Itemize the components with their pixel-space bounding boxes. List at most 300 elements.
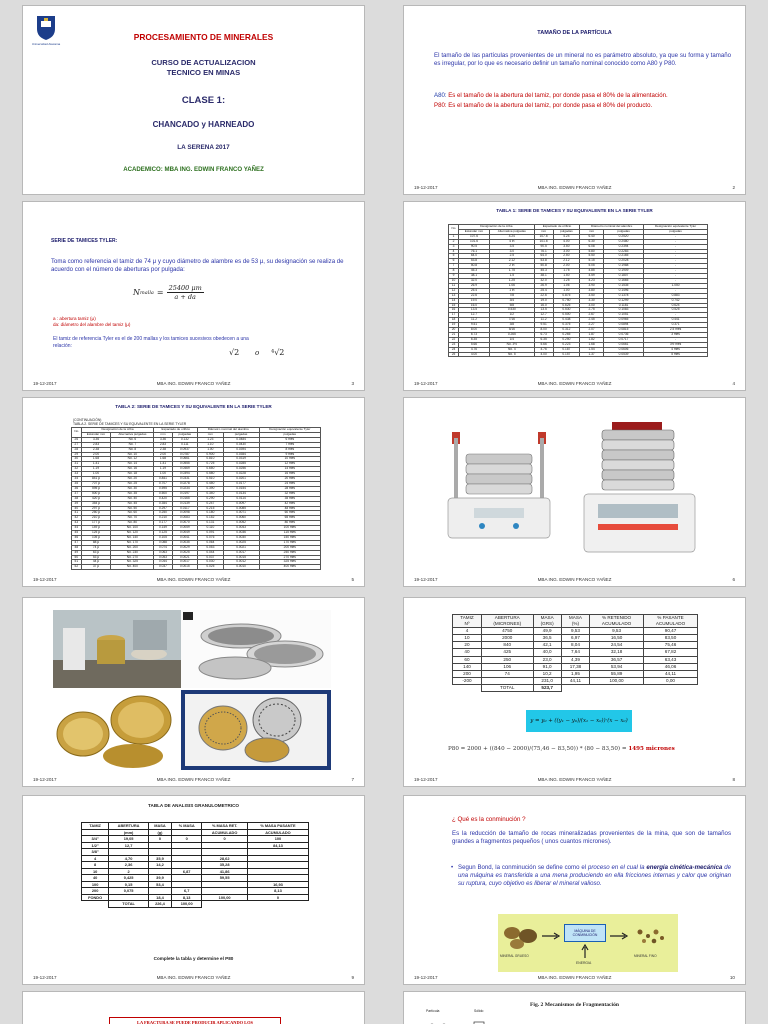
table-cell: 14,2 [148,862,171,869]
subheader: mm [534,229,553,234]
header-retenido: % RETENIDO ACUMULADO [590,615,644,628]
footer-page: 9 [351,975,354,980]
table-cell: 45.3 [534,269,553,274]
table-cell: 100 [82,881,109,888]
table-cell [481,677,533,684]
table-cell: 0.091 [198,531,223,536]
table-cell: 4 [82,855,109,862]
table-cell: 55,89 [590,670,644,677]
brass-sieves-photo [53,690,179,770]
lab-sieves-photo [53,610,181,688]
table-cell: 0,075 [109,888,149,895]
footer-page: 6 [732,577,735,582]
slide-2-title: TAMAÑO DE LA PARTÍCULA [537,30,612,36]
table-cell: 0.030 [198,560,223,565]
table-row [453,656,698,663]
table-cell: 13.5 [459,308,490,313]
table-cell: 105 μ [81,535,111,540]
table-cell: 42,1 [533,642,561,649]
slide-5-sieve-table-2 [22,397,365,587]
table-cell: 90.5 [459,244,490,249]
table-cell: 10,2 [533,670,561,677]
table-cell: 0.250 [154,511,172,516]
table-cell: 4.00 [534,352,553,357]
table-cell: No. 45 [111,501,154,506]
table-cell: 0.0041 [172,535,198,540]
p80-definition [434,102,731,110]
table-cell: 2.12 [553,259,580,264]
slide-2-body: El tamaño de las partículas provenientes de un mineral no es parámetro absoluto, ya que su forma y tamaño es irregular, por lo que es necesario definir un tamaño nominal conocido como A80 y P80. [434,52,731,68]
table-cell: 22 [449,337,459,342]
table-cell: 2.50 [553,254,580,259]
table-cell: 53.8 [534,259,553,264]
table-cell: 33 [72,472,82,477]
subheader: pulgadas [644,229,708,234]
table-cell: 12.7 [459,313,490,318]
table-cell: 46,06 [644,663,698,670]
table-cell: 35,9 [148,855,171,862]
table-cell: 41,86 [202,868,248,875]
subheader: ACUMULADO [202,829,248,836]
table-cell: 17 [449,313,459,318]
footer-date: 19-12-2017 [33,577,57,582]
table-cell: 0.1807 [603,274,643,279]
slide-6-sieve-shakers [403,397,746,587]
table-cell: 63,43 [644,656,698,663]
footer-date: 19-12-2017 [33,777,57,782]
table-cell: 3.50 [580,293,604,298]
table-cell: 8.00 [534,328,553,333]
table-cell: 0.530 [553,308,580,313]
table-cell: 5.15 [580,259,604,264]
table-cell: 0.0030 [223,535,259,540]
table-row [453,642,698,649]
table-cell: 595 μ [81,486,111,491]
table-cell: 6 [449,259,459,264]
table-cell: 0.0787 [172,452,198,457]
table-cell: 0.131 [198,521,223,526]
coarse-ore-icon [502,924,540,950]
table-cell: 0.210 [154,516,172,521]
formula-numerator: 25400 μm [168,284,202,292]
total-label: TOTAL [109,901,149,908]
table-cell: 1.00 [81,472,111,477]
table-cell: 0,15 [109,881,149,888]
table-cell: 0.0165 [172,496,198,501]
fracture-title-box [109,1017,281,1024]
table-cell: 44,11 [561,677,589,684]
table-cell: 31 [72,462,82,467]
header-tamiz: TAMIZ Nº [453,615,482,628]
table-cell: 65 mes [259,516,320,521]
table-cell: 101.6 [459,239,490,244]
table-cell: 3½ mes [644,342,708,347]
table-cell: 0.0060 [223,516,259,521]
table-cell: 1.75 [489,269,534,274]
footer-page: 5 [351,577,354,582]
table-cell: No. 100 [111,526,154,531]
table-cell: 5/8 [489,303,534,308]
table-cell: No. 10 [111,452,154,457]
table-cell: 0.125 [154,531,172,536]
table-cell: 25 [449,352,459,357]
table-cell: 24 mes [259,481,320,486]
footer-page: 7 [351,777,354,782]
p80-formula: P80 = 2000 + ((840 − 2000)/(75,46 − 83,50)) * (80 − 83,50) = [448,746,627,752]
table-cell: 0.247 [198,501,223,506]
table-cell: 20 [449,328,459,333]
table-cell: 100,00 [590,677,644,684]
table-cell: 16,93 [247,881,308,888]
subheader: (g) [148,829,171,836]
table-cell: 0.177 [154,521,172,526]
energy-label: ENERGIA [576,961,592,965]
table-cell: 150 mes [259,535,320,540]
table-cell: 3/8 [489,323,534,328]
table-cell: 0.0197 [172,491,198,496]
table-cell: 0.0015 [223,555,259,560]
table-cell: 0.0043 [223,526,259,531]
table-cell: 8,13 [172,894,202,901]
table-cell: 1.00 [553,288,580,293]
table-cell: 51 [72,560,82,565]
table-cell: 1.10 [198,442,223,447]
comminution-body: Es la reducción de tamaño de rocas mineralizadas provenientes de la mina, que son de tamaños grandes a fragmentos pequeños ( unos cuantos micrones). [452,830,731,846]
table-cell: 177 μ [81,521,111,526]
table-cell: 0.0098 [172,511,198,516]
table-cell: 4.23 [580,278,604,283]
table-cell: 5 mes [644,352,708,357]
mesh-sieves-photo [181,690,331,770]
table-cell: 0.340 [198,491,223,496]
table-cell: 0.0736 [603,332,643,337]
table-cell: 0.0717 [603,337,643,342]
table-cell: 0.500 [154,491,172,496]
table-cell: 4 mes [644,347,708,352]
footer-author: MBA ING. EDWIN FRANCO YAÑEZ [537,185,612,190]
table-row [453,635,698,642]
table-cell: 0.064 [198,540,223,545]
table-cell: - [644,239,708,244]
footer-author: MBA ING. EDWIN FRANCO YAÑEZ [537,777,612,782]
table-cell: 0.2028 [603,259,643,264]
table-cell: 83,50 [644,635,698,642]
table-cell: 0.0394 [223,447,259,452]
subheader: mm [154,432,172,437]
table-cell: 0.053 [154,555,172,560]
table-cell: No. 4 [489,347,534,352]
table-cell: 0.0319 [223,457,259,462]
table-cell: 0,00 [644,677,698,684]
table-cell: 0.215 [198,506,223,511]
table-cell: 2.38 [154,447,172,452]
table-cell: 42 [72,516,82,521]
table-cell: 2.5 mes [644,328,708,333]
table-cell: 32 mes [259,491,320,496]
table-cell: 250 [481,656,533,663]
header-no: No [449,225,459,235]
table-cell: 4.24 [489,234,534,239]
table-cell: No. 7 [111,442,154,447]
table-cell: 64.0 [534,254,553,259]
table-cell: 26 [72,437,82,442]
table-cell: 0 [202,836,248,843]
table-cell: 8,04 [561,642,589,649]
subheader: mm [580,229,604,234]
table-cell: 60 [453,656,482,663]
header-abertura: ABERTURA (MICRONES) [481,615,533,628]
sieve-table-1 [448,224,708,357]
table-cell: 0.580 [198,472,223,477]
table-cell: 20 [453,642,482,649]
table-cell: 0.0117 [172,506,198,511]
table-row [453,663,698,670]
table-cell: 64.0 [459,254,490,259]
table-cell: 6.73 [534,332,553,337]
table-cell: 250 mes [259,550,320,555]
table-cell: 90,47 [644,628,698,635]
table-cell: 60 mes [259,511,320,516]
table-cell: 9.51 [534,323,553,328]
subheader: Estándar mm [81,432,111,437]
table-cell: 45.3 [459,269,490,274]
slide-8-p80-calculation [403,597,746,787]
particle-label: Partícula [426,1009,440,1013]
subheader: (mm) [109,829,149,836]
table-cell: 0.595 [154,486,172,491]
header-ret-acum: % MASA RET. [202,823,248,830]
table-cell: 0.0017 [223,550,259,555]
table-cell: 44 μ [81,560,111,565]
machine-box: MÁQUINA DE CONMINUCIÓN [564,924,606,942]
table-row [453,677,698,684]
table-cell: 12.7 [534,313,553,318]
table-cell: 0.438 [553,318,580,323]
table-cell: 8.00 [459,328,490,333]
bond-bullet: • [451,864,454,871]
table-cell: 35,28 [202,862,248,869]
table-cell: 25.4 [534,288,553,293]
table-cell: 0.0059 [172,526,198,531]
table-cell: 88 μ [81,540,111,545]
table-cell: 1.5 [489,274,534,279]
table-cell: 1.50 [553,274,580,279]
table-cell: 0.0965 [603,318,643,323]
table-cell: 52 [72,565,82,570]
total-pct: 100,00 [172,901,202,908]
table-cell: 0.0234 [172,486,198,491]
table-cell: No. 170 [111,540,154,545]
table-cell: 32 [72,467,82,472]
table-cell: 1.06 [553,283,580,288]
table-cell: 38 [72,496,82,501]
university-logo-icon [35,14,57,41]
table-cell: 0.1535 [603,283,643,288]
table-cell: 0.1496 [603,288,643,293]
table-cell: 0.074 [154,545,172,550]
table-cell: 0.0083 [172,516,198,521]
table-cell: - [644,234,708,239]
table-cell: 3.90 [580,283,604,288]
subheader: mm [198,432,223,437]
table-cell: 16 [449,308,459,313]
table-cell: 19,05 [109,836,149,843]
table-cell: 841 μ [81,477,111,482]
table-cell: 50.8 [459,264,490,269]
table-cell: 0.1988 [603,264,643,269]
table-cell: 0,425 [109,875,149,882]
footer-author: MBA ING. EDWIN FRANCO YAÑEZ [156,777,231,782]
table-cell: 0.0012 [223,560,259,565]
a80-text: Es el tamaño de la abertura del tamiz, por donde pasa el 80% de la alimentación. [446,92,668,99]
table-cell: 0.250 [553,337,580,342]
table-cell: No. 40 [111,496,154,501]
footer-page: 2 [732,185,735,190]
header-wire: Diámetro nominal del alambre [580,225,644,230]
table-cell: 40,0 [533,649,561,656]
table-caption: TABLA 2. SERIE DE TAMICES Y SU EQUIVALENTE EN LA SERIE TYLER [73,422,187,426]
comminution-question: ¿ Qué es la conminución ? [452,816,526,823]
fragmentation-title: Fig. 2 Mecanismos de Fragmentación [529,1002,620,1008]
header-opening: Espaciado de orificio [154,428,198,433]
table-cell: 74 μ [81,545,111,550]
table-cell: 0.0139 [172,501,198,506]
table-cell: 0.650 [198,467,223,472]
table-row [453,670,698,677]
table-cell: No. 16 [111,467,154,472]
table-cell: 100 mes [259,526,320,531]
ratio-or: o [255,349,260,357]
table-cell: No. 5 [489,352,534,357]
table-cell: 400 mes [259,565,320,570]
table-cell: No. 80 [111,521,154,526]
table-cell: 23,0 [533,656,561,663]
bond-bold: energía cinética-mecánica [646,864,723,871]
a80-definition [434,92,731,100]
table-cell: 7/8 [489,293,534,298]
table-cell: - [644,244,708,249]
presentation-title: PROCESAMIENTO DE MINERALES [133,32,274,42]
table-cell: 0.265 [553,332,580,337]
table-cell: 0.1299 [603,298,643,303]
table-cell: 38.1 [459,274,490,279]
table-cell: -200 [453,677,482,684]
table-cell: No. 230 [111,550,154,555]
sieve-table-1-body [449,234,708,357]
table-cell: 500 μ [81,491,111,496]
table-cell: 0.037 [154,565,172,570]
table-cell: 0.810 [198,457,223,462]
slide-2-particle-size [403,5,746,195]
table-cell: 19.0 [459,298,490,303]
slide-3-tyler-series [22,201,365,391]
table-cell: 0.530 [489,308,534,313]
table-cell: No. 120 [111,531,154,536]
table-cell: 1/2" [82,842,109,849]
table-cell: 1/2 [489,313,534,318]
table-cell: 0.025 [198,565,223,570]
table-cell: 0.0228 [223,472,259,477]
table-cell: 0.841 [154,477,172,482]
table-cell: 34 [72,477,82,482]
header-masa: MASA (GRS) [533,615,561,628]
table-cell: 0 [148,836,171,843]
table-cell: 1.00 [198,447,223,452]
table-cell: 425 [481,649,533,656]
footer-page: 3 [351,381,354,386]
table-cell: 115 mes [259,531,320,536]
table-cell: 47 [72,540,82,545]
subheader: Alternativa pulgadas [111,432,154,437]
table-cell: 46 [72,535,82,540]
table-cell: 32.0 [534,278,553,283]
table-cell: 0.053 [198,545,223,550]
table-cell: 12,7 [109,842,149,849]
logo-text: Universidad Atacama [31,42,61,46]
slide-1-title [22,5,365,195]
bond-post: de una máquina es transferida a una mena produciendo en ella fricciones internas y calor que originan su ruptura, cuyo objetivo es liberar el mineral valioso. [458,864,731,888]
table-cell: 5.05 [580,264,604,269]
table-cell: 12 [449,288,459,293]
table-cell: 0.450 [198,481,223,486]
table-cell: 0.265 [489,332,534,337]
table-cell: 3.36 [81,437,111,442]
table-cell: 2000 [481,635,533,642]
table-cell: 2.45 [580,318,604,323]
table-cell: 1.19 [154,467,172,472]
table-cell: 17,38 [561,663,589,670]
table-cell: 0.750 [553,298,580,303]
footer-date: 19-12-2017 [414,577,438,582]
arrow-right-icon [610,932,630,940]
table-cell: 39 [72,501,82,506]
table-cell: 4,70 [109,855,149,862]
table-cell: 6.30 [580,239,604,244]
header-pasante: % MASA PASANTE [247,823,308,830]
p80-text: Es el tamaño de la abertura del tamiz, por donde pasa el 80% del producto. [446,102,653,109]
table-cell: 43 [72,521,82,526]
table-cell: 0.132 [172,437,198,442]
table-cell: 11 [449,283,459,288]
table-row [453,649,698,656]
table-cell: 7 [449,264,459,269]
table-cell: 13.5 [534,308,553,313]
table-cell: 0.149 [154,526,172,531]
table-cell: 0.0394 [172,472,198,477]
table-cell: 0.111 [172,442,198,447]
table-cell: 0.624 [644,303,708,308]
table-cell: 0.2283 [603,249,643,254]
table-cell: 37 μ [81,565,111,570]
table-cell: 0 [247,894,308,901]
header-abertura: ABERTURA [109,823,149,830]
table-cell: 0.0036 [223,531,259,536]
table-cell: 90.5 [534,244,553,249]
table-cell: 0.2165 [603,254,643,259]
table-cell: 29 [72,452,82,457]
table-cell: 0.1909 [603,269,643,274]
table-cell: 40 [72,506,82,511]
table-cell: 32.0 [459,278,490,283]
table-cell: 0.0049 [172,531,198,536]
slide-9-granulometric-exercise [22,795,365,985]
table-cell: 3/8" [82,849,109,856]
formula-lhs: N [133,288,140,297]
table-cell: 170 mes [259,540,320,545]
fine-ore-label: MINERAL FINO [634,954,657,958]
subheader: Alternativa pulgadas [489,229,534,234]
table-cell: 1.37 [580,352,604,357]
